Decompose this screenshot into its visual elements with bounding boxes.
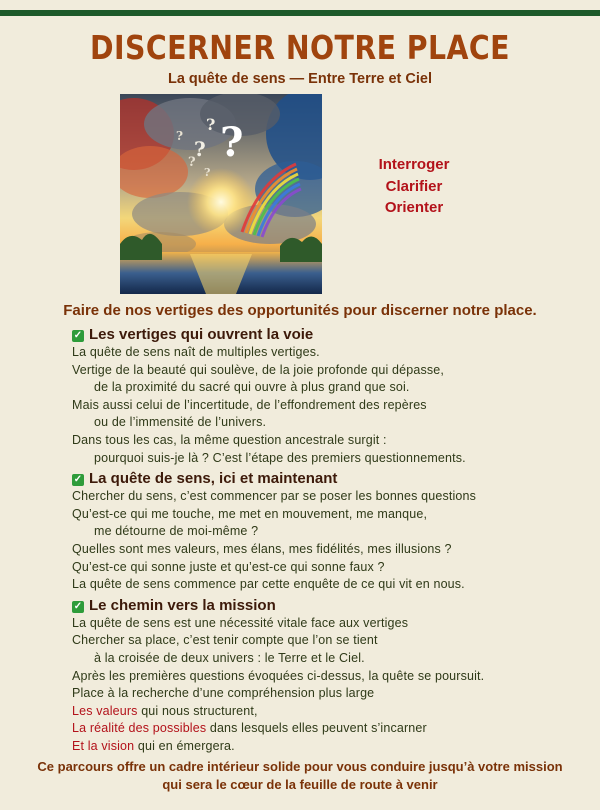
text-line: Vertige de la beauté qui soulève, de la joie profonde qui dépasse, bbox=[72, 362, 444, 377]
section-title: ✓ Le chemin vers la mission bbox=[73, 596, 276, 614]
text-line: Place à la recherche d’une compréhension plus large bbox=[72, 686, 375, 701]
svg-text:?: ? bbox=[188, 155, 196, 170]
verbs-list bbox=[362, 154, 466, 219]
text-line: de la proximité du sacré qui ouvre à plus grand que soi. bbox=[94, 380, 410, 395]
text-line: me détourne de moi-même ? bbox=[94, 524, 259, 539]
text-line: Chercher du sens, c’est commencer par se poser les bonnes questions bbox=[72, 489, 477, 504]
highlight-line: Les valeurs qui nous structurent, bbox=[72, 703, 258, 718]
checkmark-icon: ✓ bbox=[73, 330, 83, 341]
verb-interroger: Interroger bbox=[378, 156, 450, 173]
verb-orienter: Orienter bbox=[384, 199, 444, 216]
intro-line: Faire de nos vertiges des opportunités pour discerner notre place. bbox=[63, 302, 537, 319]
content bbox=[72, 323, 572, 755]
svg-text:?: ? bbox=[194, 137, 206, 161]
footer-line: Ce parcours offre un cadre intérieur solide pour vous conduire jusqu’à votre mission bbox=[37, 759, 563, 774]
highlight-term: Et la vision bbox=[72, 738, 135, 753]
text-line: pourquoi suis-je là ? C’est l’étape des premiers questionnements. bbox=[94, 450, 466, 465]
section-title: ✓ La quête de sens, ici et maintenant bbox=[73, 470, 338, 488]
text-line: Mais aussi celui de l’incertitude, de l’effondrement des repères bbox=[72, 397, 427, 412]
highlight-term: La réalité des possibles bbox=[72, 721, 207, 736]
storm-sky-rainbow-question-marks-image bbox=[120, 94, 322, 294]
text-line: Dans tous les cas, la même question ancestrale surgit : bbox=[72, 432, 387, 447]
text-line: à la croisée de deux univers : le Terre et le Ciel. bbox=[94, 650, 365, 665]
checkmark-icon: ✓ bbox=[73, 600, 83, 612]
checkmark-icon: ✓ bbox=[73, 474, 83, 486]
page-title: DISCERNER NOTRE PLACE bbox=[90, 28, 510, 67]
page-subtitle: La quête de sens — Entre Terre et Ciel bbox=[167, 71, 433, 87]
text-line: Qu’est-ce qui me touche, me met en mouvement, me manque, bbox=[72, 506, 428, 521]
svg-text:?: ? bbox=[220, 119, 244, 166]
text-line: La quête de sens est une nécessité vitale face aux vertiges bbox=[72, 615, 409, 630]
text-line: Chercher sa place, c’est tenir compte que l’on se tient bbox=[72, 633, 378, 648]
highlight-term: Les valeurs bbox=[72, 703, 138, 718]
text-line: La quête de sens commence par cette enquête de ce qui vit en nous. bbox=[72, 577, 465, 592]
verb-clarifier: Clarifier bbox=[385, 177, 443, 195]
top-bar bbox=[0, 10, 600, 16]
highlight-line: La réalité des possibles dans lesquels elles peuvent s’incarner bbox=[72, 721, 427, 736]
text-line: Quelles sont mes valeurs, mes élans, mes fidélités, mes illusions ? bbox=[72, 541, 452, 556]
footer-line: qui sera le cœur de la feuille de route à venir bbox=[162, 777, 438, 792]
highlight-line: Et la vision qui en émergera. bbox=[72, 738, 235, 753]
svg-text:?: ? bbox=[176, 129, 184, 143]
svg-text:?: ? bbox=[204, 166, 211, 179]
section-title: ✓ Les vertiges qui ouvrent la voie bbox=[73, 326, 314, 343]
text-line: ou de l’immensité de l’univers. bbox=[94, 415, 267, 430]
text-line: Qu’est-ce qui sonne juste et qu’est-ce qui sonne faux ? bbox=[72, 559, 385, 574]
svg-text:?: ? bbox=[206, 115, 216, 134]
text-line: Après les premières questions évoquées ci-dessus, la quête se poursuit. bbox=[72, 668, 485, 683]
text-line: La quête de sens naît de multiples vertiges. bbox=[72, 345, 320, 359]
footer-text bbox=[0, 758, 600, 794]
